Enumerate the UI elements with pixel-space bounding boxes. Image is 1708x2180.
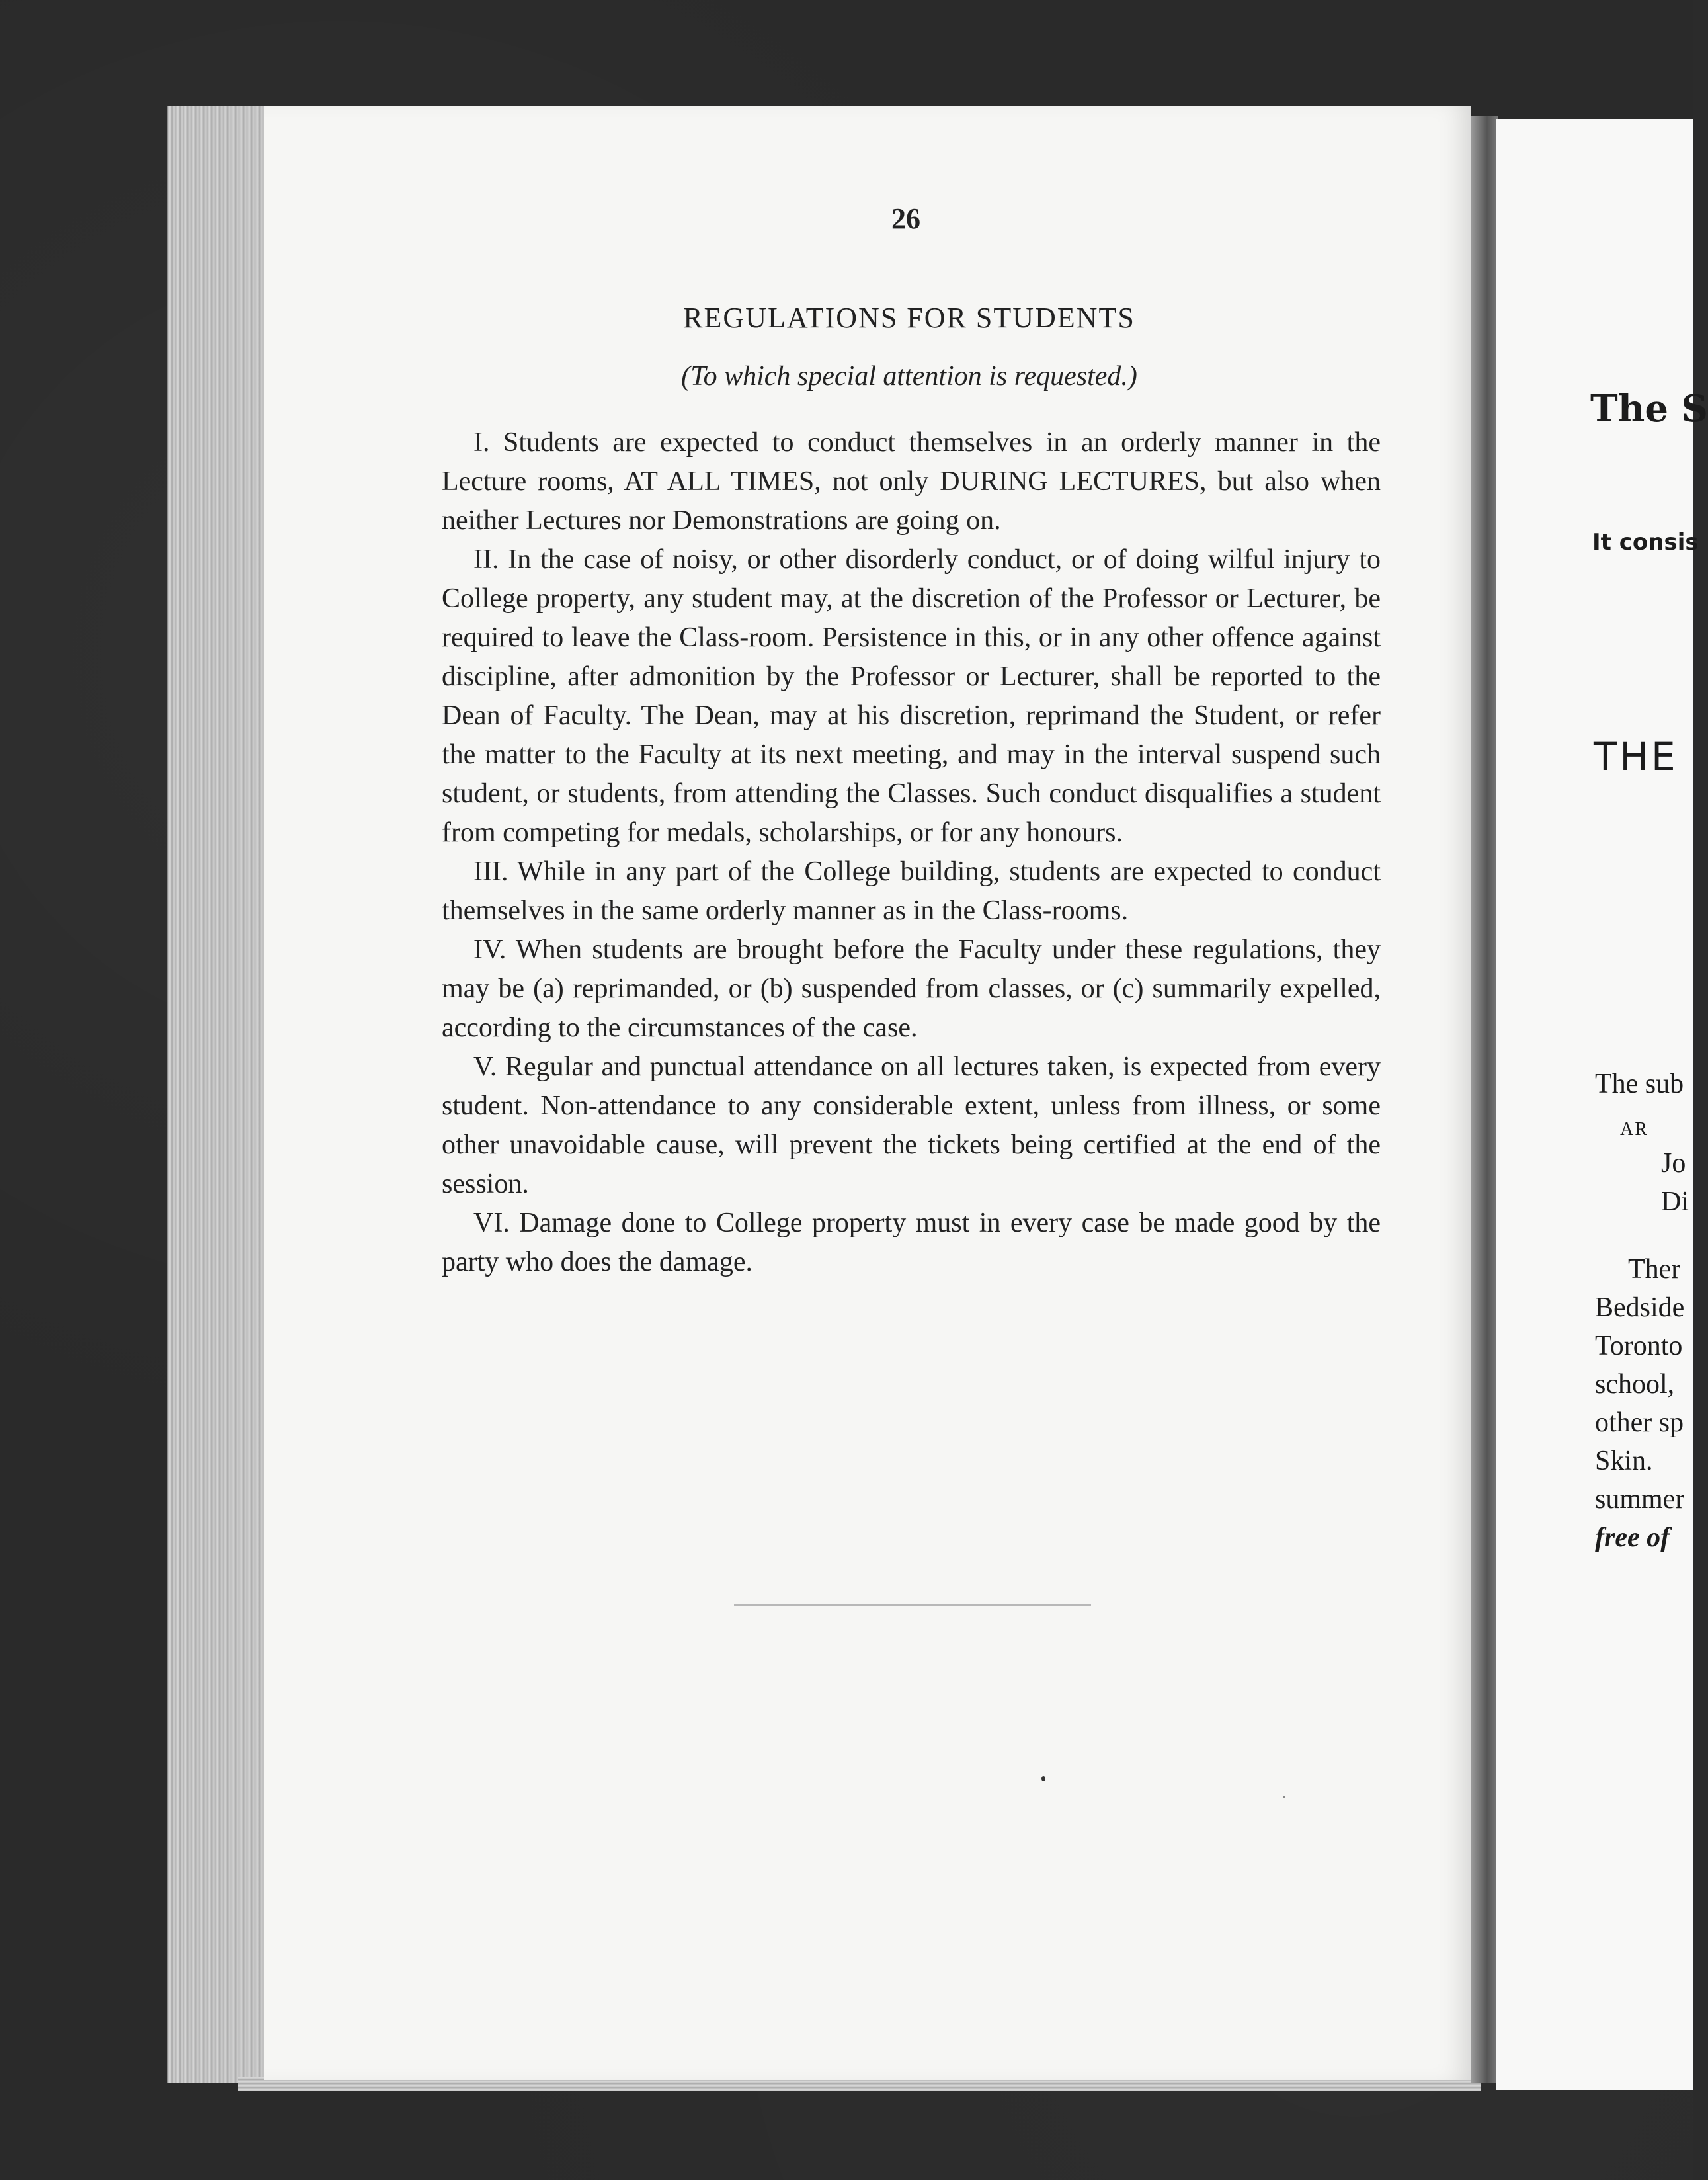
page-heading: REGULATIONS FOR STUDENTS: [683, 302, 1135, 334]
right-page-bedside-fragment: Bedside: [1595, 1292, 1685, 1323]
regulation-2: II. In the case of noisy, or other disorderly conduct, or of doing wilful injury to College property, any student may, at the discretion of the Professor or Lecturer, be required to leave the Class-room. Persistence in this, or in any other offence against discipline, after admonition by the Professor or Lecturer, shall be reported to the Dean of Faculty. The Dean, may at his discretion, reprimand the Student, or refer the matter to the Faculty at its next meeting, and may in the interval suspend such student, or students, from attending the Classes. Such conduct disqualifies a student from competing for medals, scholarships, or for any honours.: [442, 544, 1381, 848]
right-page-sub-fragment: The sub: [1595, 1069, 1684, 1099]
ink-speck: [1041, 1776, 1045, 1781]
regulations-body: [442, 423, 1381, 1282]
regulation-3: III. While in any part of the College building, students are expected to conduct themselves in the same orderly manner as in the Class-rooms.: [442, 857, 1381, 926]
regulation-4: IV. When students are brought before the Faculty under these regulations, they may be (a) reprimanded, or (b) suspended from classes, or (c) summarily expelled, according to the circumstances of the case.: [442, 935, 1381, 1043]
right-page-toronto-fragment: Toronto: [1595, 1331, 1683, 1361]
regulation-1: I. Students are expected to conduct themselves in an orderly manner in the Lecture rooms, AT ALL TIMES, not only DURING LECTURES, but also when neither Lectures nor Demonstrations are going on.: [442, 427, 1381, 536]
book-page-edges: [167, 106, 267, 2083]
right-page-free-fragment: free of: [1595, 1523, 1670, 1553]
right-page-school-fragment: school,: [1595, 1369, 1675, 1400]
section-rule: [734, 1604, 1091, 1606]
right-page-skin-fragment: Skin.: [1595, 1446, 1653, 1476]
right-page-consists-fragment: It consis: [1592, 529, 1699, 556]
right-page-other-fragment: other sp: [1595, 1407, 1684, 1438]
regulation-6: VI. Damage done to College property must in every case be made good by the party who does the damage.: [442, 1208, 1381, 1277]
page-subheading: (To which special attention is requested.): [681, 361, 1137, 392]
book-gutter: [1471, 116, 1498, 2083]
regulation-5: V. Regular and punctual attendance on all lectures taken, is expected from every student. Non-attendance to any considerable extent, unless from illness, or some other unavoidable cause, will prevent the tickets being certified at the end of the session.: [442, 1052, 1381, 1199]
page-number: 26: [891, 202, 920, 235]
ink-speck: [1283, 1796, 1285, 1798]
right-page-di-fragment: Di: [1661, 1187, 1689, 1217]
right-page-summer-fragment: summer: [1595, 1484, 1685, 1515]
right-page-ther-fragment: Ther: [1628, 1254, 1681, 1284]
right-page-title-fragment: The S: [1590, 387, 1708, 431]
right-page-ar-fragment: AR: [1620, 1119, 1648, 1140]
right-page-the-fragment: THE: [1594, 734, 1678, 779]
right-page-jo-fragment: Jo: [1661, 1148, 1686, 1179]
